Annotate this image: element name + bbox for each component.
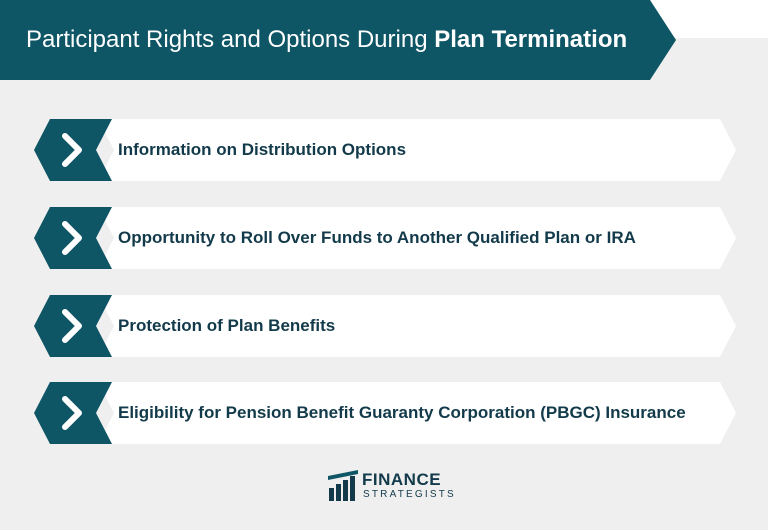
chevron-badge	[34, 295, 112, 357]
item-label: Protection of Plan Benefits	[118, 316, 336, 335]
item-label: Information on Distribution Options	[118, 140, 407, 159]
title-bold-text: Plan Termination	[434, 26, 628, 53]
list-item	[34, 119, 736, 181]
page-title	[26, 24, 627, 56]
logo-sub-text: STRATEGISTS	[363, 489, 456, 500]
list-item	[34, 295, 736, 357]
content-panel	[0, 38, 768, 530]
list-item	[34, 207, 736, 269]
logo-main-text: FINANCE	[362, 470, 442, 489]
chevron-badge	[34, 119, 112, 181]
title-regular-text: Participant Rights and Options During	[26, 26, 435, 53]
list-item	[34, 382, 736, 444]
finance-strategists-logo	[326, 470, 456, 504]
chevron-badge	[34, 207, 112, 269]
item-label: Opportunity to Roll Over Funds to Another Qualified Plan or IRA	[118, 228, 636, 247]
title-banner	[0, 0, 676, 80]
logo-bars-icon	[326, 470, 360, 504]
item-label: Eligibility for Pension Benefit Guaranty Corporation (PBGC) Insurance	[118, 403, 686, 422]
chevron-badge	[34, 382, 112, 444]
